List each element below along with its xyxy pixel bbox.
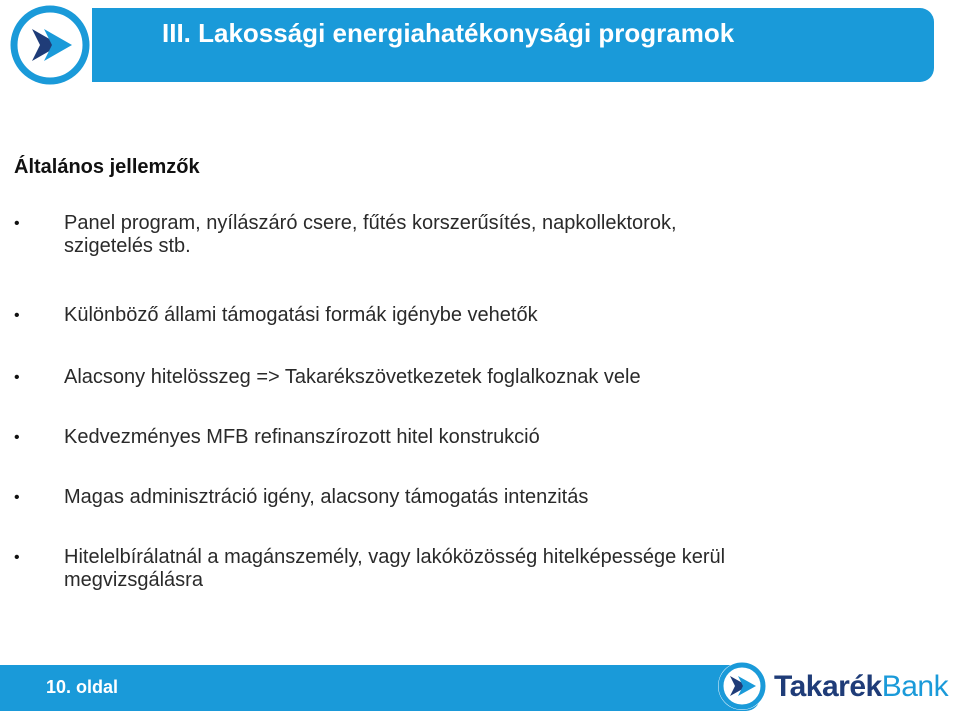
bullet-marker: • (14, 549, 20, 566)
brand-logo (712, 660, 960, 712)
bullet-marker: • (14, 215, 20, 232)
bullet-text: Kedvezményes MFB refinanszírozott hitel konstrukció (64, 426, 540, 448)
bullet-text: Különböző állami támogatási formák igénybe vehetők (64, 304, 538, 326)
takarekbank-logo-icon (714, 660, 770, 712)
brand-part-2: Bank (881, 670, 949, 703)
bullet-text-continued: megvizsgálásra (64, 569, 203, 591)
page-number: 10. oldal (46, 677, 119, 697)
brand-part-1: Takarék (774, 670, 882, 703)
bullet-marker: • (14, 307, 20, 324)
takarekbank-logo-icon (2, 3, 98, 87)
bullet-text: Panel program, nyílászáró csere, fűtés korszerűsítés, napkollektorok, (64, 212, 677, 234)
slide-title: III. Lakossági energiahatékonysági programok (162, 18, 735, 48)
bullet-marker: • (14, 489, 20, 506)
bullet-marker: • (14, 369, 20, 386)
bullet-text-continued: szigetelés stb. (64, 235, 191, 257)
bullet-marker: • (14, 429, 20, 446)
bullet-text: Magas adminisztráció igény, alacsony támogatás intenzitás (64, 486, 589, 508)
section-heading: Általános jellemzők (14, 156, 200, 178)
bullet-text: Hitelelbírálatnál a magánszemély, vagy lakóközösség hitelképessége kerül (64, 546, 726, 568)
title-bar (92, 8, 934, 82)
bullet-text: Alacsony hitelösszeg => Takarékszövetkezetek foglalkoznak vele (64, 366, 641, 388)
brand-wordmark (774, 670, 948, 704)
